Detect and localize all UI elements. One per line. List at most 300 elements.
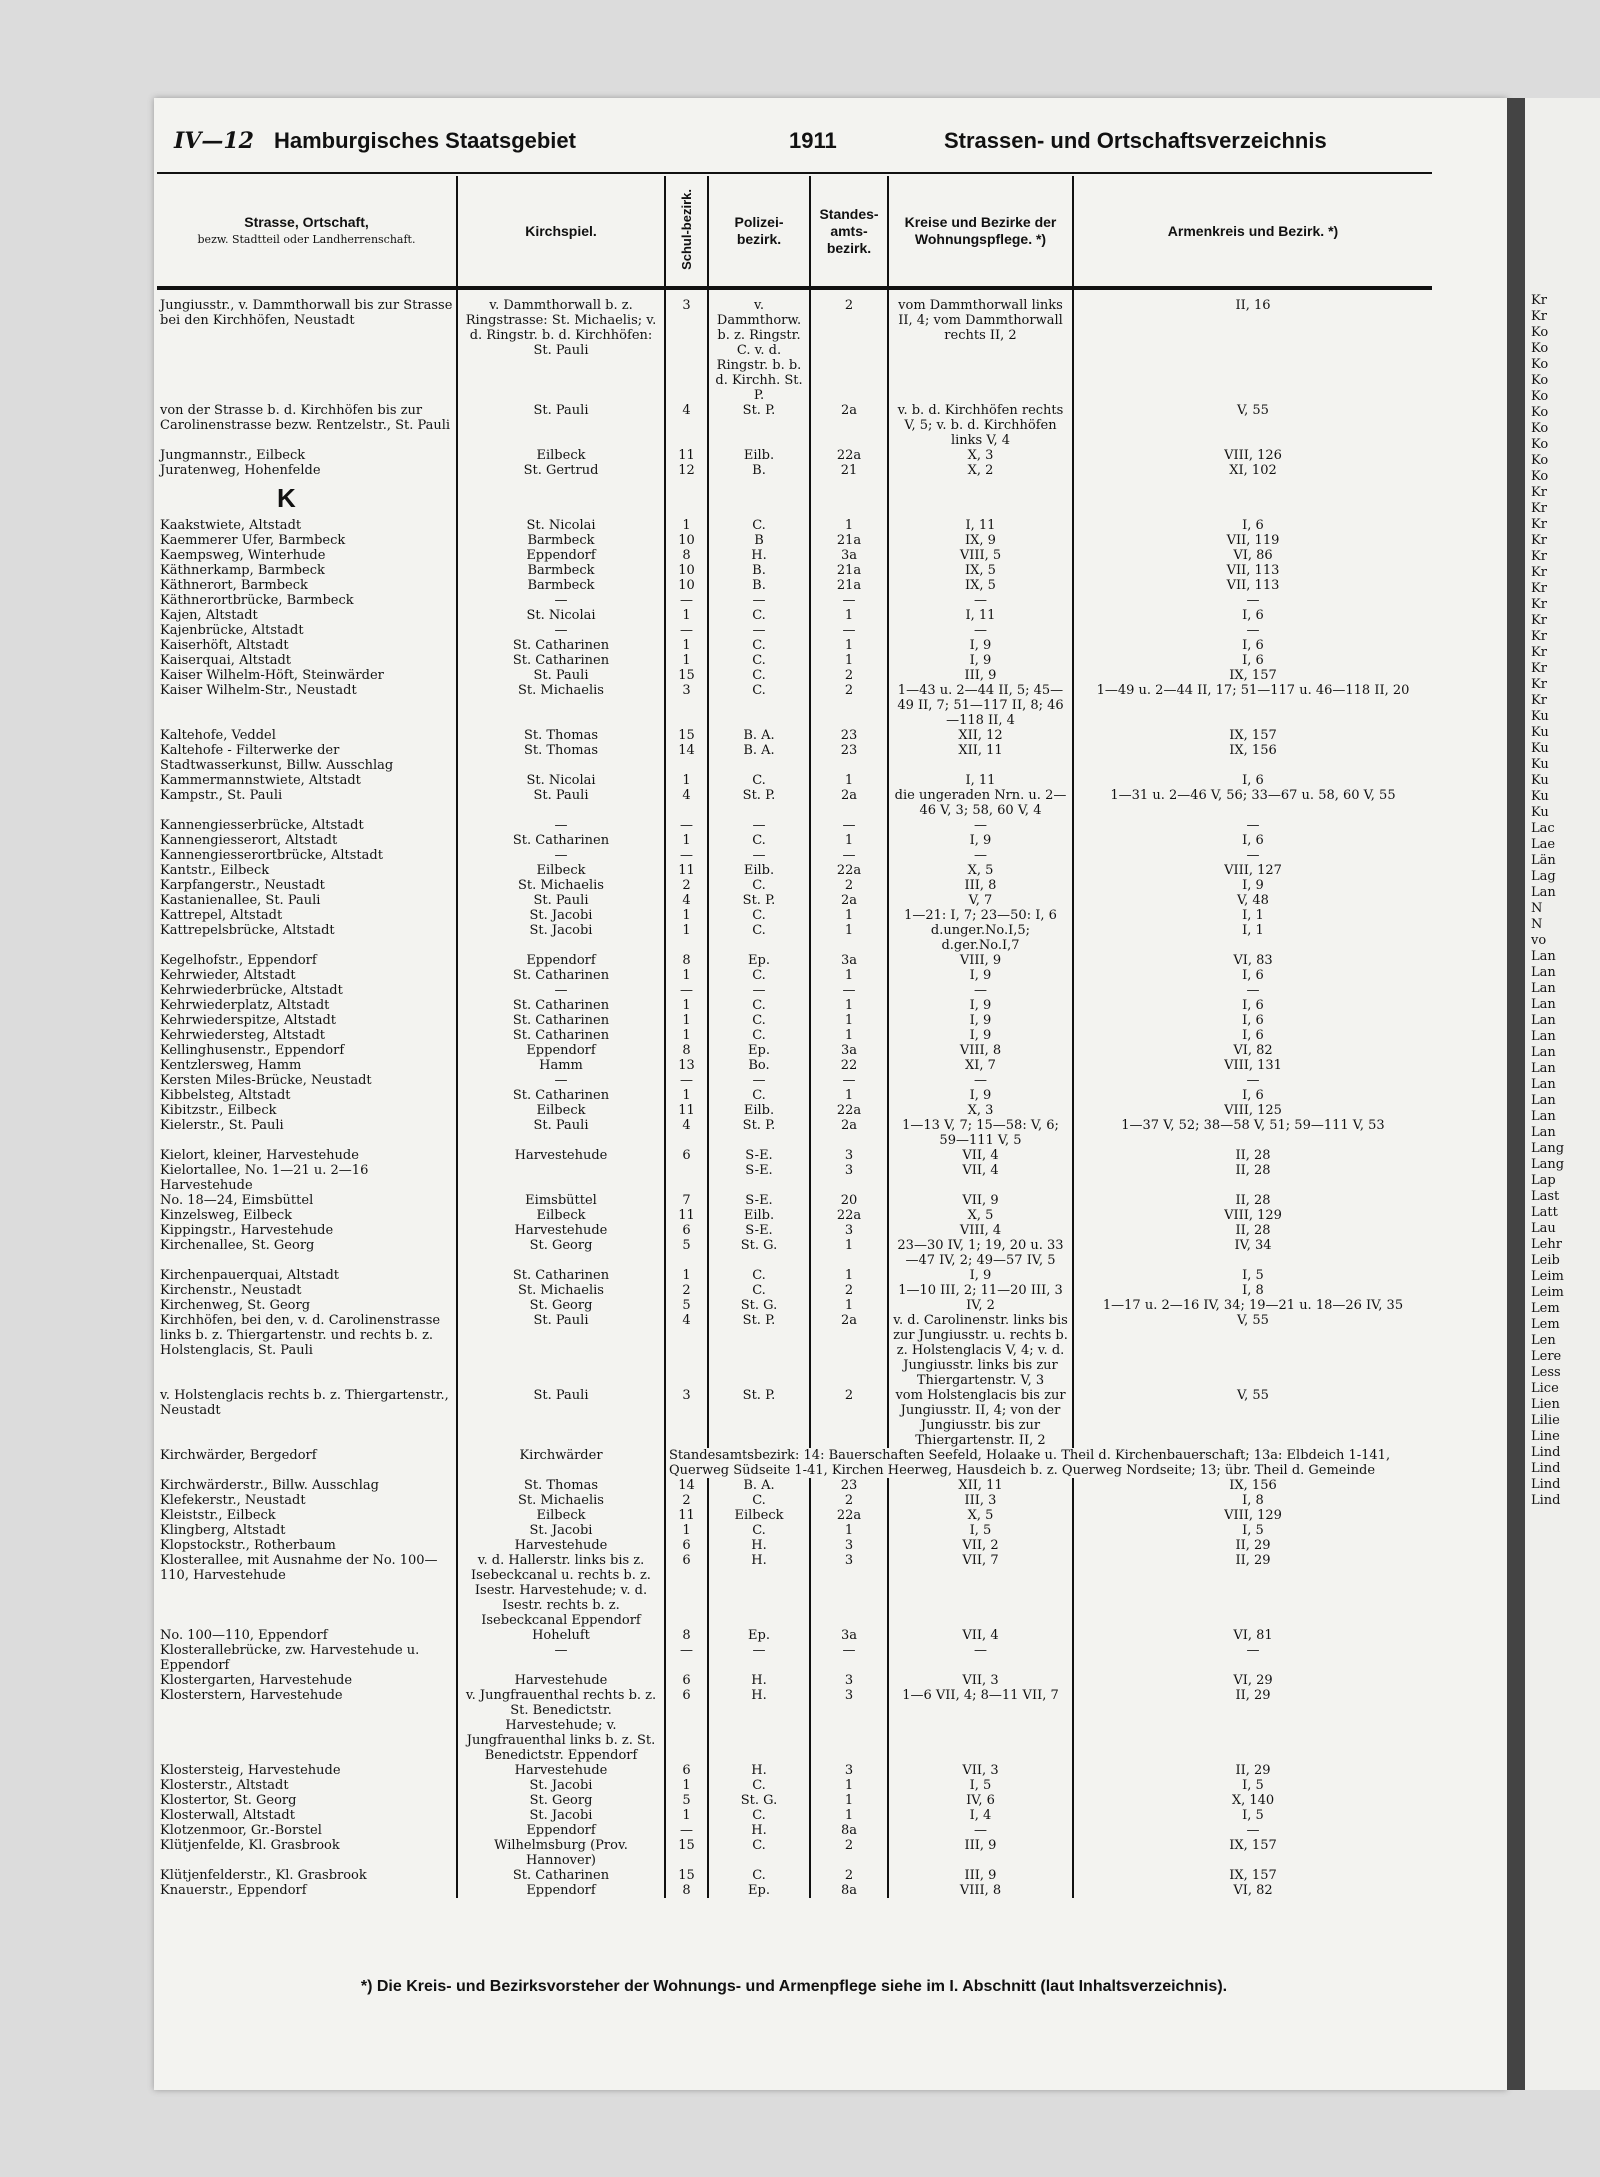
cell-armen: V, 55 (1237, 1388, 1269, 1403)
cell-street: Kegelhofstr., Eppendorf (157, 953, 457, 968)
cell-kirchspiel: St. Pauli (457, 668, 665, 683)
cell-wohnung: 1—43 u. 2—44 II, 5; 45—49 II, 7; 51—117 II, 8; 46—118 II, 4 (888, 683, 1073, 728)
cell-street: Käthnerort, Barmbeck (157, 578, 457, 593)
cell-street: Juratenweg, Hohenfelde (157, 463, 457, 478)
cell-kirchspiel: St. Michaelis (457, 878, 665, 893)
cell-schule: 1 (665, 638, 708, 653)
cell-schule: 10 (665, 578, 708, 593)
cell-street: Jungmannstr., Eilbeck (157, 448, 457, 463)
table-row (157, 1628, 1432, 1643)
cell-polizei: Eilb. (708, 1208, 810, 1223)
edge-word: Lem (1531, 1301, 1560, 1316)
table-row (157, 298, 1432, 403)
cell-kirchspiel: St. Michaelis (457, 683, 665, 728)
table-row (157, 1103, 1432, 1118)
cell-armen: I, 5 (1242, 1268, 1264, 1283)
edge-word: Lan (1531, 1125, 1556, 1140)
cell-armen: XI, 102 (1229, 463, 1277, 478)
cell-schule: 6 (665, 1223, 708, 1238)
table-row (157, 1493, 1432, 1508)
cell-wohnung: III, 3 (888, 1493, 1073, 1508)
cell-standesamt: 1 (810, 1088, 888, 1103)
cell-kirchspiel: St. Catharinen (457, 968, 665, 983)
edge-word: Lice (1531, 1381, 1559, 1396)
edge-word: Kr (1531, 309, 1547, 324)
cell-street: Kaiser Wilhelm-Höft, Steinwärder (157, 668, 457, 683)
cell-kirchspiel: St. Pauli (457, 788, 665, 818)
cell-wohnung: I, 11 (888, 608, 1073, 623)
cell-standesamt: 1 (810, 773, 888, 788)
cell-street: Klostergarten, Harvestehude (157, 1673, 457, 1688)
cell-wohnung: — (888, 1073, 1073, 1088)
cell-standesamt: 2 (810, 1838, 888, 1868)
cell-polizei: C. (708, 1838, 810, 1868)
edge-word: Ku (1531, 741, 1549, 756)
cell-schule: 3 (665, 298, 708, 403)
cell-polizei: v. Dammthorw. b. z. Ringstr. C. v. d. Ringstr. b. b. d. Kirchh. St. P. (708, 298, 810, 403)
cell-standesamt: 1 (810, 1028, 888, 1043)
edge-word: Len (1531, 1333, 1556, 1348)
table-row (157, 1523, 1432, 1538)
cell-wohnung: — (888, 848, 1073, 863)
edge-word: Kr (1531, 517, 1547, 532)
cell-street: Kersten Miles-Brücke, Neustadt (157, 1073, 457, 1088)
table-row (157, 608, 1432, 623)
cell-wohnung: XII, 12 (888, 728, 1073, 743)
edge-word: Leim (1531, 1269, 1564, 1284)
col-street: Strasse, Ortschaft, bezw. Stadtteil oder Landherrenschaft. (157, 176, 457, 288)
cell-schule: 10 (665, 563, 708, 578)
cell-wohnung: X, 5 (888, 863, 1073, 878)
cell-schule: 1 (665, 1268, 708, 1283)
table-row (157, 878, 1432, 893)
cell-wohnung: d.unger.No.I,5; d.ger.No.I,7 (888, 923, 1073, 953)
cell-wohnung: VII, 7 (888, 1553, 1073, 1628)
cell-polizei: St. P. (708, 1388, 810, 1448)
cell-standesamt: 1 (810, 638, 888, 653)
edge-word: Lind (1531, 1445, 1561, 1460)
table-row (157, 593, 1432, 608)
table-row (157, 743, 1432, 773)
cell-wohnung: XII, 11 (888, 1478, 1073, 1493)
cell-polizei: C. (708, 1778, 810, 1793)
cell-armen: I, 6 (1242, 653, 1264, 668)
cell-armen: I, 6 (1242, 608, 1264, 623)
cell-street: Klefekerstr., Neustadt (157, 1493, 457, 1508)
table-row (157, 563, 1432, 578)
cell-polizei: — (708, 623, 810, 638)
cell-schule: 2 (665, 1283, 708, 1298)
col-wohnungspflege: Kreise und Bezirke der Wohnungspflege. *) (888, 176, 1073, 288)
cell-standesamt: 22a (810, 1103, 888, 1118)
cell-standesamt: 2a (810, 1118, 888, 1148)
cell-street: Kirchwärder, Bergedorf (157, 1448, 457, 1478)
cell-street: Kibbelsteg, Altstadt (157, 1088, 457, 1103)
table-row (157, 533, 1432, 548)
cell-street: Kammermannstwiete, Altstadt (157, 773, 457, 788)
cell-street: Kaakstwiete, Altstadt (157, 518, 457, 533)
cell-standesamt: 21a (810, 563, 888, 578)
edge-word: Lan (1531, 1045, 1556, 1060)
cell-standesamt: 1 (810, 923, 888, 953)
cell-schule: 1 (665, 923, 708, 953)
table-row (157, 1058, 1432, 1073)
cell-armen: X, 140 (1231, 1793, 1275, 1808)
cell-street: No. 100—110, Eppendorf (157, 1628, 457, 1643)
cell-schule: 15 (665, 1868, 708, 1883)
cell-schule: 15 (665, 668, 708, 683)
cell-armen: — (1246, 623, 1260, 638)
cell-polizei: B (708, 533, 810, 548)
edge-word: Ko (1531, 341, 1549, 356)
edge-word: Lere (1531, 1349, 1562, 1364)
cell-street: Kirchenpauerquai, Altstadt (157, 1268, 457, 1283)
cell-kirchspiel: St. Jacobi (457, 1523, 665, 1538)
register-title: Strassen- und Ortschaftsverzeichnis (944, 128, 1327, 153)
cell-armen: — (1246, 593, 1260, 608)
cell-schule: 15 (665, 728, 708, 743)
cell-wohnung: — (888, 1823, 1073, 1838)
cell-wohnung: 23—30 IV, 1; 19, 20 u. 33—47 IV, 2; 49—57 IV, 5 (888, 1238, 1073, 1268)
cell-armen: I, 6 (1242, 968, 1264, 983)
table-row (157, 1673, 1432, 1688)
section-letter: K (157, 478, 457, 518)
cell-standesamt: — (810, 623, 888, 638)
table-row (157, 848, 1432, 863)
cell-kirchspiel: St. Catharinen (457, 653, 665, 668)
cell-kirchspiel: Eppendorf (457, 1823, 665, 1838)
edge-word: Lilie (1531, 1413, 1560, 1428)
cell-wohnung: I, 9 (888, 833, 1073, 848)
table-row (157, 1778, 1432, 1793)
cell-armen: II, 29 (1235, 1763, 1271, 1778)
cell-polizei: B. A. (708, 728, 810, 743)
table-row (157, 1508, 1432, 1523)
cell-street: Kehrwiederbrücke, Altstadt (157, 983, 457, 998)
cell-kirchspiel: Eilbeck (457, 1508, 665, 1523)
cell-armen: VII, 119 (1226, 533, 1280, 548)
table-row (157, 1073, 1432, 1088)
cell-standesamt: 1 (810, 1793, 888, 1808)
cell-polizei: St. P. (708, 893, 810, 908)
cell-note: Standesamtsbezirk: 14: Bauerschaften Seefeld, Holaake u. Theil d. Kirchenbauerschaft; 13a: Elbdeich 1-141, Querweg Südseite 1-41, Kirchen Heerweg, Hausdeich b. z. Querweg Nordseite; 13; übr. Theil d. Gemeinde (669, 1448, 1391, 1478)
cell-standesamt: 2 (810, 1283, 888, 1298)
cell-polizei: St. P. (708, 1313, 810, 1388)
cell-polizei: B. (708, 463, 810, 478)
cell-kirchspiel: Eppendorf (457, 548, 665, 563)
cell-armen: V, 48 (1237, 893, 1269, 908)
cell-schule: 11 (665, 448, 708, 463)
cell-standesamt: 20 (810, 1193, 888, 1208)
table-row (157, 683, 1432, 728)
cell-kirchspiel (457, 1163, 665, 1193)
cell-schule: — (665, 1823, 708, 1838)
cell-kirchspiel: St. Catharinen (457, 1088, 665, 1103)
cell-street: Kannengiesserortbrücke, Altstadt (157, 848, 457, 863)
cell-standesamt: 21 (810, 463, 888, 478)
cell-armen: I, 8 (1242, 1283, 1264, 1298)
cell-kirchspiel: St. Jacobi (457, 923, 665, 953)
cell-armen: IX, 157 (1229, 728, 1277, 743)
cell-schule: 4 (665, 893, 708, 908)
cell-wohnung: v. d. Carolinenstr. links bis zur Jungiusstr. u. rechts b. z. Holstenglacis V, 4; v. d. Jungiusstr. links bis zur Thiergartenstr. V, 3 (888, 1313, 1073, 1388)
cell-standesamt: 1 (810, 653, 888, 668)
table-row (157, 1313, 1432, 1388)
cell-wohnung: I, 9 (888, 653, 1073, 668)
cell-wohnung: IX, 5 (888, 563, 1073, 578)
cell-polizei: C. (708, 773, 810, 788)
cell-street: Kehrwiederspitze, Altstadt (157, 1013, 457, 1028)
cell-street: Knauerstr., Eppendorf (157, 1883, 457, 1898)
edge-word: Lang (1531, 1157, 1565, 1172)
cell-street: Klütjenfelde, Kl. Grasbrook (157, 1838, 457, 1868)
cell-armen: 1—31 u. 2—46 V, 56; 33—67 u. 58, 60 V, 55 (1110, 788, 1396, 803)
cell-polizei: Ep. (708, 1883, 810, 1898)
cell-kirchspiel: Hoheluft (457, 1628, 665, 1643)
table-row (157, 728, 1432, 743)
table-row (157, 953, 1432, 968)
cell-armen: I, 5 (1242, 1523, 1264, 1538)
cell-polizei: C. (708, 668, 810, 683)
cell-street: Kattrepel, Altstadt (157, 908, 457, 923)
cell-kirchspiel: St. Thomas (457, 728, 665, 743)
edge-word: Ko (1531, 421, 1549, 436)
cell-kirchspiel: Wilhelmsburg (Prov. Hannover) (457, 1838, 665, 1868)
cell-standesamt: 2 (810, 298, 888, 403)
table-row (157, 1538, 1432, 1553)
cell-street: Kirchhöfen, bei den, v. d. Carolinenstrasse links b. z. Thiergartenstr. und rechts b. z. Holstenglacis, St. Pauli (157, 1313, 457, 1388)
cell-standesamt: 3 (810, 1163, 888, 1193)
next-page-edge (1525, 98, 1600, 2090)
cell-armen: II, 28 (1235, 1223, 1271, 1238)
table-row (157, 1013, 1432, 1028)
cell-kirchspiel: Barmbeck (457, 533, 665, 548)
cell-kirchspiel: Hamm (457, 1058, 665, 1073)
cell-schule: 10 (665, 533, 708, 548)
cell-kirchspiel: St. Thomas (457, 743, 665, 773)
cell-polizei: — (708, 593, 810, 608)
cell-standesamt: 1 (810, 1523, 888, 1538)
table-row (157, 1838, 1432, 1868)
cell-polizei: — (708, 818, 810, 833)
cell-polizei: — (708, 1643, 810, 1673)
cell-standesamt: 3 (810, 1673, 888, 1688)
cell-kirchspiel: St. Catharinen (457, 833, 665, 848)
edge-word: Lap (1531, 1173, 1556, 1188)
cell-wohnung: 1—10 III, 2; 11—20 III, 3 (888, 1283, 1073, 1298)
cell-polizei: — (708, 1073, 810, 1088)
cell-wohnung: VII, 4 (888, 1163, 1073, 1193)
cell-kirchspiel: v. Jungfrauenthal rechts b. z. St. Benedictstr. Harvestehude; v. Jungfrauenthal links b. z. St. Benedictstr. Eppendorf (457, 1688, 665, 1763)
cell-wohnung: I, 9 (888, 638, 1073, 653)
cell-kirchspiel: Eilbeck (457, 1208, 665, 1223)
cell-schule: 4 (665, 1118, 708, 1148)
cell-standesamt: 22a (810, 863, 888, 878)
cell-kirchspiel: St. Catharinen (457, 1013, 665, 1028)
cell-polizei: Eilb. (708, 1103, 810, 1118)
cell-armen: VII, 113 (1226, 563, 1280, 578)
table-row (157, 1868, 1432, 1883)
cell-schule: 6 (665, 1673, 708, 1688)
cell-standesamt: 3 (810, 1553, 888, 1628)
cell-wohnung: VII, 4 (888, 1628, 1073, 1643)
cell-wohnung: VIII, 9 (888, 953, 1073, 968)
cell-polizei: C. (708, 1808, 810, 1823)
table-row (157, 1283, 1432, 1298)
cell-street: Klopstockstr., Rotherbaum (157, 1538, 457, 1553)
cell-wohnung: X, 5 (888, 1508, 1073, 1523)
edge-word: Lien (1531, 1397, 1560, 1412)
edge-word: Lag (1531, 869, 1556, 884)
cell-kirchspiel: Eimsbüttel (457, 1193, 665, 1208)
edge-word: Ku (1531, 773, 1549, 788)
cell-kirchspiel: — (457, 593, 665, 608)
cell-kirchspiel: Harvestehude (457, 1673, 665, 1688)
binding-gutter (1507, 98, 1525, 2090)
table-row (157, 788, 1432, 818)
cell-schule: 8 (665, 1043, 708, 1058)
table-row (157, 863, 1432, 878)
cell-street: Klostertor, St. Georg (157, 1793, 457, 1808)
cell-polizei: C. (708, 968, 810, 983)
cell-standesamt: 2 (810, 668, 888, 683)
cell-schule: 4 (665, 788, 708, 818)
cell-schule: 11 (665, 1508, 708, 1523)
cell-polizei: Bo. (708, 1058, 810, 1073)
cell-street: Kaltehofe, Veddel (157, 728, 457, 743)
cell-street: Kirchenstr., Neustadt (157, 1283, 457, 1298)
cell-wohnung: I, 4 (888, 1808, 1073, 1823)
cell-schule: 1 (665, 518, 708, 533)
table-row (157, 1028, 1432, 1043)
edge-word: Ko (1531, 453, 1549, 468)
cell-armen: I, 6 (1242, 518, 1264, 533)
edge-word: Latt (1531, 1205, 1558, 1220)
cell-polizei: B. A. (708, 1478, 810, 1493)
cell-armen: — (1246, 1823, 1260, 1838)
edge-word: Län (1531, 853, 1556, 868)
edge-word: Kr (1531, 597, 1547, 612)
edge-word: Lind (1531, 1493, 1561, 1508)
cell-armen: II, 28 (1235, 1163, 1271, 1178)
cell-schule: 8 (665, 1628, 708, 1643)
table-row (157, 518, 1432, 533)
cell-standesamt: 1 (810, 1808, 888, 1823)
table-row (157, 1793, 1432, 1808)
cell-schule: — (665, 1643, 708, 1673)
cell-armen: 1—17 u. 2—16 IV, 34; 19—21 u. 18—26 IV, 35 (1102, 1298, 1404, 1313)
edge-word: Lan (1531, 1093, 1556, 1108)
cell-wohnung: I, 5 (888, 1778, 1073, 1793)
cell-armen: IX, 157 (1229, 668, 1277, 683)
cell-street: von der Strasse b. d. Kirchhöfen bis zur Carolinenstrasse bezw. Rentzelstr., St. Pauli (157, 403, 457, 448)
cell-armen: IX, 157 (1229, 1838, 1277, 1853)
cell-wohnung: vom Holstenglacis bis zur Jungiusstr. II, 4; von der Jungiusstr. bis zur Thiergartenstr. II, 2 (888, 1388, 1073, 1448)
table-row (157, 1118, 1432, 1148)
cell-polizei: — (708, 983, 810, 998)
cell-kirchspiel: Eppendorf (457, 1883, 665, 1898)
cell-schule: 7 (665, 1193, 708, 1208)
table-row (157, 623, 1432, 638)
edge-word: Lan (1531, 885, 1556, 900)
table-row (157, 638, 1432, 653)
cell-standesamt: 3 (810, 1763, 888, 1778)
table-row (157, 1388, 1432, 1448)
cell-kirchspiel: Eilbeck (457, 1103, 665, 1118)
edge-word: Lan (1531, 1061, 1556, 1076)
cell-armen: I, 6 (1242, 1013, 1264, 1028)
table-row (157, 1208, 1432, 1223)
cell-wohnung: III, 8 (888, 878, 1073, 893)
cell-street: Kielerstr., St. Pauli (157, 1118, 457, 1148)
edge-word: Ku (1531, 805, 1549, 820)
cell-polizei: St. G. (708, 1238, 810, 1268)
cell-polizei: C. (708, 923, 810, 953)
cell-polizei: S-E. (708, 1163, 810, 1193)
cell-wohnung: XII, 11 (888, 743, 1073, 773)
cell-schule: 1 (665, 908, 708, 923)
cell-armen: VI, 82 (1233, 1883, 1273, 1898)
cell-schule: — (665, 818, 708, 833)
section-letter-row (157, 478, 1432, 518)
cell-wohnung: VII, 9 (888, 1193, 1073, 1208)
cell-armen: — (1246, 818, 1260, 833)
cell-schule: 6 (665, 1148, 708, 1163)
table-row (157, 1808, 1432, 1823)
cell-wohnung: X, 3 (888, 448, 1073, 463)
cell-standesamt: — (810, 848, 888, 863)
edge-word: Lem (1531, 1317, 1560, 1332)
cell-schule: 6 (665, 1688, 708, 1763)
cell-polizei: S-E. (708, 1223, 810, 1238)
cell-kirchspiel: St. Catharinen (457, 1268, 665, 1283)
edge-word: Kr (1531, 549, 1547, 564)
edge-word: N (1531, 901, 1543, 916)
cell-standesamt: — (810, 1073, 888, 1088)
cell-street: Käthnerortbrücke, Barmbeck (157, 593, 457, 608)
cell-kirchspiel: St. Nicolai (457, 608, 665, 623)
edge-word: Kr (1531, 661, 1547, 676)
cell-standesamt: 23 (810, 1478, 888, 1493)
edge-word: Ko (1531, 357, 1549, 372)
edge-word: Ko (1531, 325, 1549, 340)
cell-polizei: C. (708, 653, 810, 668)
edge-word: Ko (1531, 373, 1549, 388)
cell-standesamt: 2 (810, 878, 888, 893)
cell-schule: 1 (665, 773, 708, 788)
cell-street: Klosterallebrücke, zw. Harvestehude u. Eppendorf (157, 1643, 457, 1673)
cell-armen: 1—37 V, 52; 38—58 V, 51; 59—111 V, 53 (1121, 1118, 1385, 1133)
cell-kirchspiel: St. Pauli (457, 1388, 665, 1448)
cell-wohnung: X, 5 (888, 1208, 1073, 1223)
cell-wohnung: VIII, 5 (888, 548, 1073, 563)
cell-kirchspiel: — (457, 983, 665, 998)
cell-kirchspiel: St. Pauli (457, 1313, 665, 1388)
cell-wohnung: VII, 4 (888, 1148, 1073, 1163)
table-row (157, 1193, 1432, 1208)
cell-schule: 8 (665, 953, 708, 968)
cell-armen: — (1246, 1073, 1260, 1088)
cell-kirchspiel: Barmbeck (457, 578, 665, 593)
cell-armen: VI, 81 (1233, 1628, 1273, 1643)
table-row (157, 1643, 1432, 1673)
table-row (157, 893, 1432, 908)
cell-wohnung: — (888, 593, 1073, 608)
cell-street: Kinzelsweg, Eilbeck (157, 1208, 457, 1223)
cell-kirchspiel: St. Thomas (457, 1478, 665, 1493)
cell-armen: VIII, 127 (1224, 863, 1282, 878)
cell-street: Kaiserquai, Altstadt (157, 653, 457, 668)
